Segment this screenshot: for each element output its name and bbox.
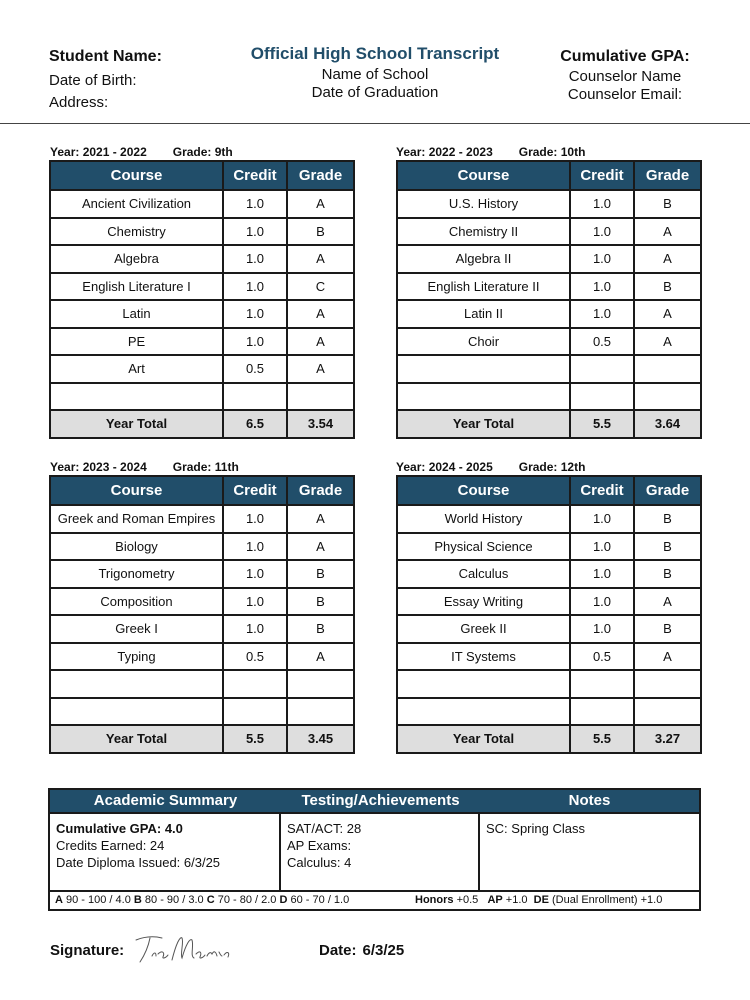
table-row bbox=[50, 383, 354, 411]
course-cell: World History bbox=[397, 505, 570, 533]
page-title: Official High School Transcript bbox=[250, 44, 500, 63]
course-cell: English Literature II bbox=[397, 273, 570, 301]
year-range: Year: 2024 - 2025 bbox=[396, 460, 493, 474]
grade-cell: A bbox=[287, 533, 354, 561]
year-total-credits: 6.5 bbox=[223, 410, 287, 438]
scale-b-letter: B bbox=[133, 894, 142, 906]
grade-cell: A bbox=[634, 245, 701, 273]
grade-cell: A bbox=[287, 328, 354, 356]
course-cell: Essay Writing bbox=[397, 588, 570, 616]
course-cell: Algebra bbox=[50, 245, 223, 273]
credit-cell: 1.0 bbox=[223, 300, 287, 328]
column-header-course: Course bbox=[50, 161, 223, 190]
table-row bbox=[397, 383, 701, 411]
column-header-course: Course bbox=[397, 161, 570, 190]
year-total-row bbox=[50, 410, 354, 438]
credit-cell: 1.0 bbox=[570, 218, 634, 246]
grade-cell bbox=[634, 698, 701, 726]
table-header-row bbox=[50, 161, 354, 190]
table-row bbox=[397, 218, 701, 246]
year-total-credits: 5.5 bbox=[223, 725, 287, 753]
cumulative-gpa: Cumulative GPA: 4.0 bbox=[56, 821, 183, 836]
course-cell: Trigonometry bbox=[50, 560, 223, 588]
credit-cell: 1.0 bbox=[570, 588, 634, 616]
year-total-row bbox=[50, 725, 354, 753]
credit-cell bbox=[570, 698, 634, 726]
grade-cell: A bbox=[287, 190, 354, 218]
table-row bbox=[50, 643, 354, 671]
school-name: Name of School bbox=[321, 66, 429, 83]
weighting-scale bbox=[415, 892, 662, 909]
scale-b-text: 80 - 90 / 3.0 bbox=[144, 894, 204, 906]
credit-cell: 1.0 bbox=[223, 560, 287, 588]
counselor-email: Counselor Email: bbox=[567, 86, 683, 103]
credit-cell: 1.0 bbox=[223, 190, 287, 218]
calculus-score: Calculus: 4 bbox=[287, 855, 352, 870]
grade-cell: A bbox=[634, 328, 701, 356]
date-value: 6/3/25 bbox=[362, 942, 405, 959]
grade-level: Grade: 11th bbox=[172, 460, 239, 474]
credit-cell: 1.0 bbox=[570, 273, 634, 301]
course-cell: Choir bbox=[397, 328, 570, 356]
table-row bbox=[397, 560, 701, 588]
honors-value: +0.5 bbox=[456, 894, 479, 906]
credit-cell bbox=[570, 383, 634, 411]
address-label: Address: bbox=[49, 94, 109, 111]
year-total-label: Year Total bbox=[50, 725, 223, 753]
credit-cell: 0.5 bbox=[570, 643, 634, 671]
column-header-course: Course bbox=[397, 476, 570, 505]
year-label-10th bbox=[396, 145, 585, 159]
grade-cell bbox=[634, 670, 701, 698]
course-cell: Physical Science bbox=[397, 533, 570, 561]
table-row bbox=[397, 615, 701, 643]
grade-cell: B bbox=[634, 505, 701, 533]
year-range: Year: 2023 - 2024 bbox=[50, 460, 147, 474]
year-label-9th bbox=[50, 145, 233, 159]
table-row bbox=[397, 505, 701, 533]
credits-earned: Credits Earned: 24 bbox=[56, 838, 165, 853]
course-cell: Biology bbox=[50, 533, 223, 561]
dob-label: Date of Birth: bbox=[49, 72, 137, 89]
grade-cell: B bbox=[287, 588, 354, 616]
course-cell: Greek and Roman Empires bbox=[50, 505, 223, 533]
de-label: DE bbox=[533, 894, 549, 906]
grade-cell: A bbox=[287, 300, 354, 328]
credit-cell: 1.0 bbox=[570, 560, 634, 588]
course-cell: Typing bbox=[50, 643, 223, 671]
scale-d-letter: D bbox=[279, 894, 288, 906]
course-cell bbox=[397, 355, 570, 383]
credit-cell: 1.0 bbox=[223, 218, 287, 246]
credit-cell: 1.0 bbox=[570, 615, 634, 643]
course-cell: Greek I bbox=[50, 615, 223, 643]
scale-a-letter: A bbox=[55, 894, 63, 906]
scale-d-text: 60 - 70 / 1.0 bbox=[290, 894, 350, 906]
course-cell: Composition bbox=[50, 588, 223, 616]
testing-cell bbox=[281, 814, 480, 890]
gpa-counselor-block bbox=[540, 48, 710, 104]
course-cell: Art bbox=[50, 355, 223, 383]
course-cell bbox=[397, 698, 570, 726]
table-row bbox=[397, 588, 701, 616]
grade-cell: A bbox=[634, 643, 701, 671]
credit-cell: 1.0 bbox=[223, 328, 287, 356]
table-row bbox=[397, 273, 701, 301]
credit-cell bbox=[223, 670, 287, 698]
course-cell: Ancient Civilization bbox=[50, 190, 223, 218]
grade-table-12th bbox=[396, 475, 702, 754]
column-header-grade: Grade bbox=[634, 476, 701, 505]
course-cell bbox=[50, 698, 223, 726]
credit-cell: 1.0 bbox=[570, 505, 634, 533]
year-total-gpa: 3.54 bbox=[287, 410, 354, 438]
gpa-label: Cumulative GPA: bbox=[560, 48, 690, 65]
table-row bbox=[50, 560, 354, 588]
table-row bbox=[397, 698, 701, 726]
year-total-credits: 5.5 bbox=[570, 410, 634, 438]
summary-header bbox=[50, 790, 699, 812]
transcript-title-block bbox=[230, 44, 520, 102]
honors-label: Honors bbox=[415, 894, 454, 906]
column-header-credit: Credit bbox=[570, 476, 634, 505]
course-cell bbox=[50, 670, 223, 698]
sat-act-score: SAT/ACT: 28 bbox=[287, 821, 362, 836]
grade-table-11th bbox=[49, 475, 355, 754]
credit-cell: 1.0 bbox=[570, 300, 634, 328]
credit-cell: 1.0 bbox=[223, 588, 287, 616]
table-row bbox=[50, 533, 354, 561]
ap-value: +1.0 bbox=[505, 894, 528, 906]
grade-cell: B bbox=[287, 560, 354, 588]
table-row bbox=[397, 355, 701, 383]
grade-table-10th bbox=[396, 160, 702, 439]
table-row bbox=[50, 328, 354, 356]
grade-cell: A bbox=[287, 643, 354, 671]
diploma-date: Date Diploma Issued: 6/3/25 bbox=[56, 855, 221, 870]
column-header-grade: Grade bbox=[287, 476, 354, 505]
credit-cell: 1.0 bbox=[570, 245, 634, 273]
date-block bbox=[319, 942, 404, 959]
course-cell: Greek II bbox=[397, 615, 570, 643]
grade-cell bbox=[287, 698, 354, 726]
grade-cell: C bbox=[287, 273, 354, 301]
credit-cell: 1.0 bbox=[570, 190, 634, 218]
credit-cell: 0.5 bbox=[570, 328, 634, 356]
table-row bbox=[397, 533, 701, 561]
year-label-11th bbox=[50, 460, 239, 474]
course-cell: Algebra II bbox=[397, 245, 570, 273]
student-name-label: Student Name: bbox=[49, 48, 162, 65]
year-range: Year: 2022 - 2023 bbox=[396, 145, 493, 159]
table-row bbox=[397, 670, 701, 698]
year-total-label: Year Total bbox=[397, 410, 570, 438]
column-header-credit: Credit bbox=[223, 476, 287, 505]
grade-cell: B bbox=[634, 273, 701, 301]
grade-cell bbox=[634, 383, 701, 411]
table-row bbox=[50, 670, 354, 698]
grade-cell: B bbox=[287, 615, 354, 643]
course-cell: Calculus bbox=[397, 560, 570, 588]
summary-body bbox=[50, 812, 699, 890]
scale-c-text: 70 - 80 / 2.0 bbox=[217, 894, 277, 906]
credit-cell: 0.5 bbox=[223, 355, 287, 383]
grade-level: Grade: 10th bbox=[518, 145, 586, 159]
table-row bbox=[50, 355, 354, 383]
course-cell bbox=[397, 383, 570, 411]
credit-cell bbox=[223, 698, 287, 726]
notes-heading: Notes bbox=[568, 792, 611, 809]
grade-table-9th bbox=[49, 160, 355, 439]
credit-cell: 1.0 bbox=[223, 533, 287, 561]
table-row bbox=[50, 300, 354, 328]
column-header-course: Course bbox=[50, 476, 223, 505]
grade-cell: B bbox=[287, 218, 354, 246]
year-total-gpa: 3.27 bbox=[634, 725, 701, 753]
table-row bbox=[397, 245, 701, 273]
table-header-row bbox=[397, 476, 701, 505]
course-cell: Chemistry bbox=[50, 218, 223, 246]
table-header-row bbox=[50, 476, 354, 505]
course-cell: Chemistry II bbox=[397, 218, 570, 246]
counselor-name: Counselor Name bbox=[568, 68, 682, 85]
scale-c-letter: C bbox=[206, 894, 215, 906]
grade-cell bbox=[287, 670, 354, 698]
year-range: Year: 2021 - 2022 bbox=[50, 145, 147, 159]
year-total-row bbox=[397, 410, 701, 438]
grade-cell bbox=[634, 355, 701, 383]
year-total-label: Year Total bbox=[50, 410, 223, 438]
grade-level: Grade: 12th bbox=[518, 460, 586, 474]
grade-cell bbox=[287, 383, 354, 411]
column-header-grade: Grade bbox=[287, 161, 354, 190]
ap-label: AP bbox=[487, 894, 503, 906]
grade-cell: A bbox=[634, 588, 701, 616]
column-header-credit: Credit bbox=[223, 161, 287, 190]
grade-cell: A bbox=[287, 355, 354, 383]
table-row bbox=[397, 643, 701, 671]
credit-cell: 1.0 bbox=[570, 533, 634, 561]
grade-level: Grade: 9th bbox=[172, 145, 233, 159]
year-label-12th bbox=[396, 460, 585, 474]
credit-cell bbox=[570, 355, 634, 383]
grade-cell: B bbox=[634, 615, 701, 643]
course-cell: PE bbox=[50, 328, 223, 356]
column-header-grade: Grade bbox=[634, 161, 701, 190]
grade-cell: A bbox=[287, 245, 354, 273]
note-item: SC: Spring Class bbox=[486, 821, 585, 836]
scale-a-text: 90 - 100 / 4.0 bbox=[66, 894, 131, 906]
testing-heading: Testing/Achievements bbox=[301, 792, 460, 809]
table-row bbox=[50, 615, 354, 643]
graduation-date: Date of Graduation bbox=[311, 84, 439, 101]
course-cell bbox=[397, 670, 570, 698]
credit-cell: 1.0 bbox=[223, 505, 287, 533]
credit-cell: 0.5 bbox=[223, 643, 287, 671]
de-value: (Dual Enrollment) +1.0 bbox=[551, 894, 663, 906]
header-divider bbox=[0, 123, 750, 124]
table-row bbox=[50, 190, 354, 218]
table-row bbox=[397, 190, 701, 218]
grade-cell: A bbox=[287, 505, 354, 533]
grade-cell: A bbox=[634, 300, 701, 328]
notes-cell bbox=[480, 814, 699, 890]
year-total-gpa: 3.45 bbox=[287, 725, 354, 753]
credit-cell bbox=[223, 383, 287, 411]
date-label: Date: bbox=[319, 942, 357, 959]
grade-cell: B bbox=[634, 190, 701, 218]
signature-image bbox=[132, 930, 232, 970]
course-cell: U.S. History bbox=[397, 190, 570, 218]
credit-cell: 1.0 bbox=[223, 245, 287, 273]
year-total-gpa: 3.64 bbox=[634, 410, 701, 438]
course-cell: Latin II bbox=[397, 300, 570, 328]
table-row bbox=[50, 245, 354, 273]
table-row bbox=[50, 588, 354, 616]
table-row bbox=[50, 698, 354, 726]
table-row bbox=[50, 273, 354, 301]
grade-cell: B bbox=[634, 560, 701, 588]
table-row bbox=[50, 505, 354, 533]
course-cell: Latin bbox=[50, 300, 223, 328]
table-row bbox=[397, 300, 701, 328]
course-cell bbox=[50, 383, 223, 411]
course-cell: IT Systems bbox=[397, 643, 570, 671]
year-total-label: Year Total bbox=[397, 725, 570, 753]
student-info bbox=[49, 48, 162, 111]
signature-label: Signature: bbox=[50, 942, 125, 959]
table-header-row bbox=[397, 161, 701, 190]
table-row bbox=[50, 218, 354, 246]
summary-box bbox=[48, 788, 701, 911]
academic-summary-heading: Academic Summary bbox=[93, 792, 238, 809]
academic-summary-cell bbox=[50, 814, 281, 890]
credit-cell: 1.0 bbox=[223, 273, 287, 301]
ap-exams-label: AP Exams: bbox=[287, 838, 352, 853]
grade-cell: B bbox=[634, 533, 701, 561]
grade-cell: A bbox=[634, 218, 701, 246]
course-cell: English Literature I bbox=[50, 273, 223, 301]
table-row bbox=[397, 328, 701, 356]
grading-scale bbox=[50, 890, 699, 909]
year-total-row bbox=[397, 725, 701, 753]
credit-cell bbox=[570, 670, 634, 698]
year-total-credits: 5.5 bbox=[570, 725, 634, 753]
column-header-credit: Credit bbox=[570, 161, 634, 190]
credit-cell: 1.0 bbox=[223, 615, 287, 643]
